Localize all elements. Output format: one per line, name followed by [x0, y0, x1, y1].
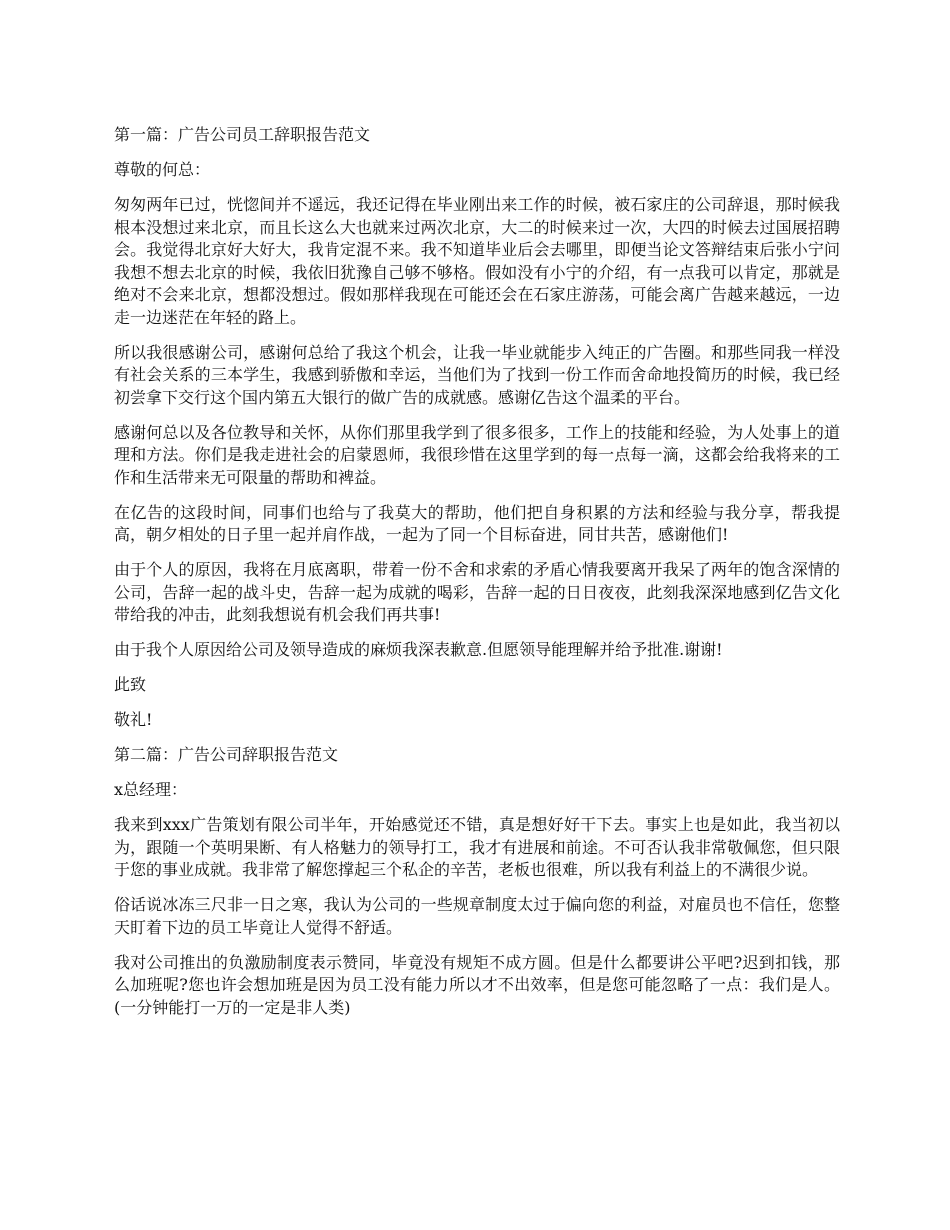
body-paragraph: 由于我个人原因给公司及领导造成的麻烦我深表歉意.但愿领导能理解并给予批准.谢谢! [114, 640, 723, 659]
body-paragraph: 所以我很感谢公司，感谢何总给了我这个机会，让我一毕业就能步入纯正的广告圈。和那些同我一样没有社会关系的三本学生，我感到骄傲和幸运，当他们为了找到一份工作而舍命地投简历的时候，我已经初尝拿下交行这个国内第五大银行的做广告的成就感。感谢亿告这个温柔的平台。 [114, 342, 840, 407]
document-page [114, 124, 840, 1032]
body-paragraph: 匆匆两年已过，恍惚间并不遥远，我还记得在毕业刚出来工作的时候，被石家庄的公司辞退，那时候我根本没想过来北京，而且长这么大也就来过两次北京，大二的时候来过一次，大四的时候去过国展招聘会。我觉得北京好大好大，我肯定混不来。我不知道毕业后会去哪里，即便当论文答辩结束后张小宁问我想不想去北京的时候，我依旧犹豫自己够不够格。假如没有小宁的介绍，有一点我可以肯定，那就是绝对不会来北京，想都没想过。假如那样我现在可能还会在石家庄游荡，可能会离广告越来越远，一边走一边迷茫在年轻的路上。 [114, 195, 840, 327]
body-paragraph: 俗话说冰冻三尺非一日之寒，我认为公司的一些规章制度太过于偏向您的利益，对雇员也不信任，您整天盯着下边的员工毕竟让人觉得不舒适。 [114, 895, 840, 937]
closing-regards: 敬礼! [114, 710, 153, 729]
salutation-1: 尊敬的何总： [114, 160, 211, 179]
body-paragraph: 感谢何总以及各位教导和关怀，从你们那里我学到了很多很多，工作上的技能和经验，为人处事上的道理和方法。你们是我走进社会的启蒙恩师，我很珍惜在这里学到的每一点每一滴，这都会给我将来的工作和生活带来无可限量的帮助和裨益。 [114, 422, 840, 487]
body-paragraph: 我来到xxx广告策划有限公司半年，开始感觉还不错，真是想好好干下去。事实上也是如此，我当初以为，跟随一个英明果断、有人格魅力的领导打工，我才有进展和前途。不可否认我非常敬佩您，但只限于您的事业成就。我非常了解您撑起三个私企的辛苦，老板也很难，所以我有利益上的不满很少说。 [114, 815, 840, 879]
closing-line: 此致 [114, 675, 147, 694]
body-paragraph: 我对公司推出的负激励制度表示赞同，毕竟没有规矩不成方圆。但是什么都要讲公平吧?迟到扣钱，那么加班呢?您也许会想加班是因为员工没有能力所以才不出效率，但是您可能忽略了一点：我们是人。(一分钟能打一万的一定是非人类) [114, 952, 840, 1017]
article-2-title: 第二篇：广告公司辞职报告范文 [114, 745, 339, 764]
body-paragraph: 由于个人的原因，我将在月底离职，带着一份不舍和求索的矛盾心情我要离开我呆了两年的饱含深情的公司，告辞一起的战斗史，告辞一起为成就的喝彩，告辞一起的日日夜夜，此刻我深深地感到亿告文化带给我的冲击，此刻我想说有机会我们再共事! [114, 560, 840, 624]
body-paragraph: 在亿告的这段时间，同事们也给与了我莫大的帮助，他们把自身积累的方法和经验与我分享，帮我提高，朝夕相处的日子里一起并肩作战，一起为了同一个目标奋进，同甘共苦，感谢他们! [114, 502, 840, 544]
salutation-2: x总经理： [114, 780, 188, 799]
article-1-title: 第一篇：广告公司员工辞职报告范文 [114, 125, 371, 144]
